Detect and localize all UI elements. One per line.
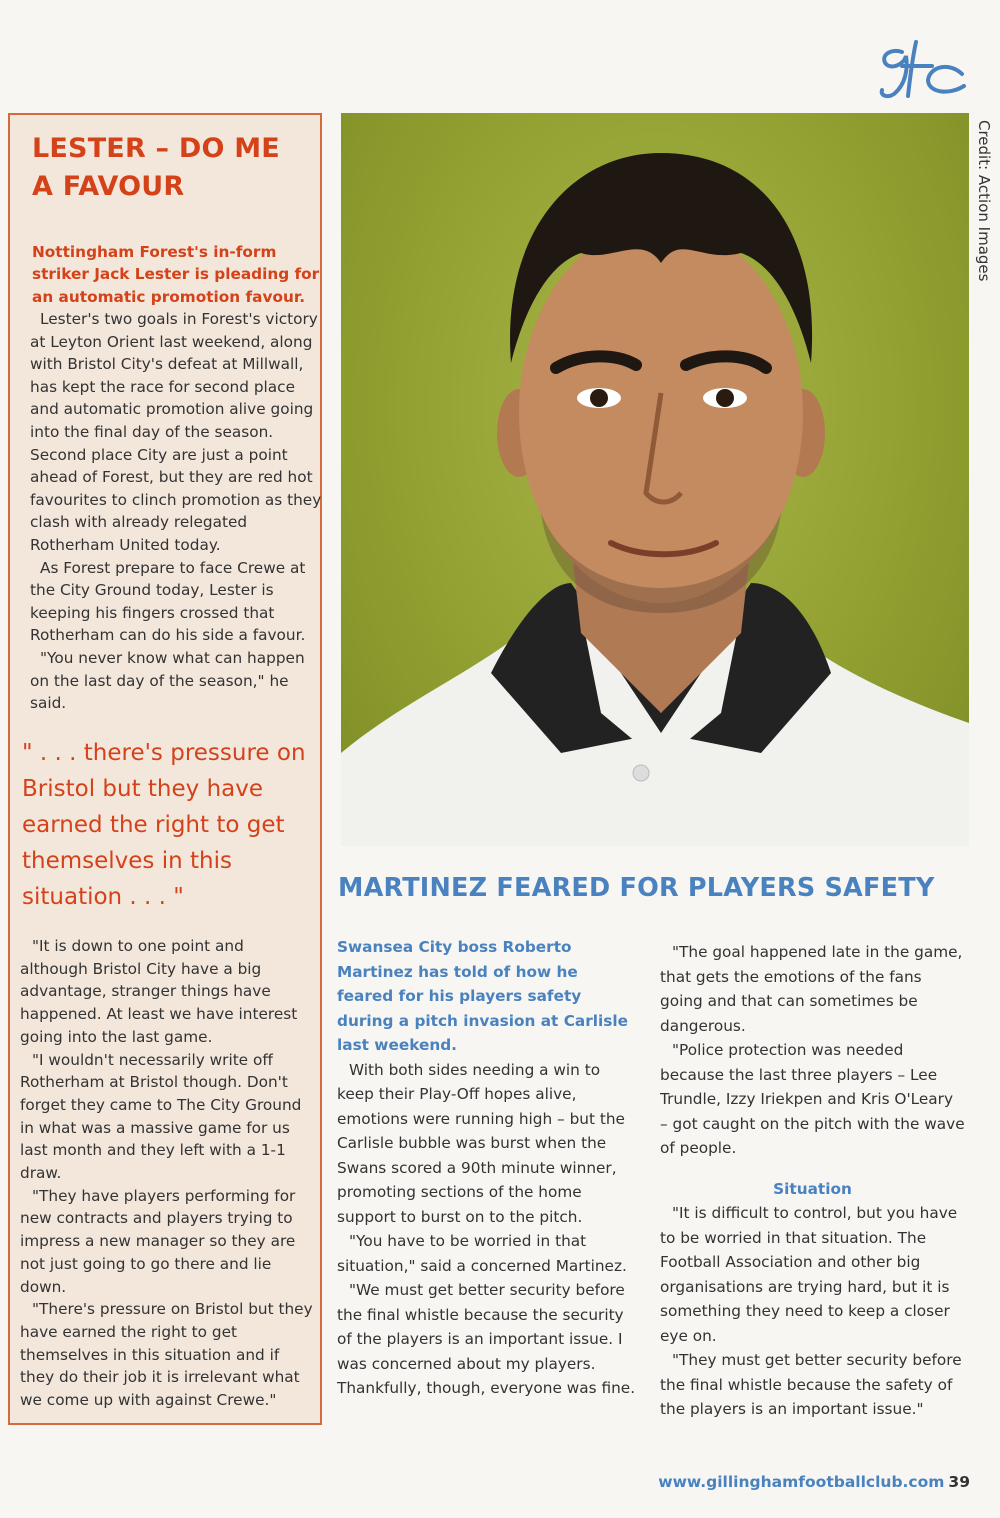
sidebar-title: [32, 130, 317, 206]
sidebar-paragraph: "They have players performing for new contracts and players trying to impress a new manager so they are not just going to go there and lie down.: [20, 1186, 296, 1296]
footer-url: www.gillinghamfootballclub.com: [658, 1473, 945, 1491]
sidebar-paragraph: "I wouldn't necessarily write off Rotherham at Bristol though. Don't forget they came to The City Ground in what was a massive game for us last month and they left with a 1-1 draw.: [20, 1050, 302, 1183]
article-headline: MARTINEZ FEARED FOR PLAYERS SAFETY: [338, 873, 935, 903]
player-portrait-illustration: [341, 113, 969, 846]
article-paragraph: "We must get better security before the final whistle because the security of the players is an important issue. I was concerned about my players. Thankfully, though, everyone was fine.: [337, 1281, 636, 1397]
sidebar-paragraph: "It is down to one point and although Bristol City have a big advantage, stranger things have happened. At least we have interest going into the last game.: [20, 937, 298, 1046]
article-subhead: Situation: [773, 1179, 852, 1198]
sidebar-body-continued: [20, 935, 316, 1412]
club-logo: [872, 38, 972, 102]
pull-quote: " . . . there's pressure on Bristol but they have earned the right to get themselves in this situation . . . ": [22, 740, 306, 910]
sidebar-title-line1: LESTER – DO ME: [32, 133, 280, 164]
player-photo: [341, 113, 969, 846]
sidebar-paragraph: Lester's two goals in Forest's victory at Leyton Orient last weekend, along with Bristol City's defeat at Millwall, has kept the race for second place and automatic promotion alive going into the final day of the season. Second place City are just a point ahead of Forest, but they are red hot favourites to clinch promotion as they clash with already relegated Rotherham United today.: [30, 310, 322, 554]
article-paragraph: "It is difficult to control, but you have to be worried in that situation. The Football Association and other big organisations are trying hard, but it is something they need to keep a closer eye on.: [660, 1204, 958, 1345]
article-column-1: [337, 935, 637, 1401]
article-column-2: [660, 940, 965, 1422]
article-paragraph: "The goal happened late in the game, that gets the emotions of the fans going and that can sometimes be dangerous.: [660, 943, 963, 1035]
logo-text: gfc: [872, 38, 874, 39]
sidebar-paragraph: "You never know what can happen on the last day of the season," he said.: [30, 648, 305, 713]
page-number: 39: [948, 1473, 970, 1491]
article-paragraph: "They must get better security before the final whistle because the safety of the players is an important issue.": [660, 1351, 962, 1418]
article-paragraph: "You have to be worried in that situation," said a concerned Martinez.: [337, 1232, 627, 1275]
sidebar-paragraph: As Forest prepare to face Crewe at the City Ground today, Lester is keeping his fingers crossed that Rotherham can do his side a favour.: [30, 558, 306, 645]
sidebar-box: [8, 113, 322, 1425]
sidebar-body: [30, 308, 322, 715]
photo-credit: Credit: Action Images: [975, 120, 993, 282]
article-intro: Swansea City boss Roberto Martinez has told of how he feared for his players safety during a pitch invasion at Carlisle last weekend.: [337, 938, 628, 1054]
page-footer: [650, 1473, 970, 1491]
article-paragraph: "Police protection was needed because the last three players – Lee Trundle, Izzy Iriekpen and Kris O'Leary – got caught on the pitch with the wave of people.: [660, 1041, 965, 1157]
sidebar-paragraph: "There's pressure on Bristol but they have earned the right to get themselves in this situation and if they do their job it is irrelevant what we come up with against Crewe.": [20, 1300, 313, 1410]
article-paragraph: With both sides needing a win to keep their Play-Off hopes alive, emotions were running high – but the Carlisle bubble was burst when the Swans scored a 90th minute winner, promoting sections of the home support to burst on to the pitch.: [337, 1060, 625, 1226]
sidebar-intro: Nottingham Forest's in-form striker Jack Lester is pleading for an automatic promotion favour.: [32, 243, 320, 306]
sidebar-title-line2: A FAVOUR: [32, 171, 185, 202]
